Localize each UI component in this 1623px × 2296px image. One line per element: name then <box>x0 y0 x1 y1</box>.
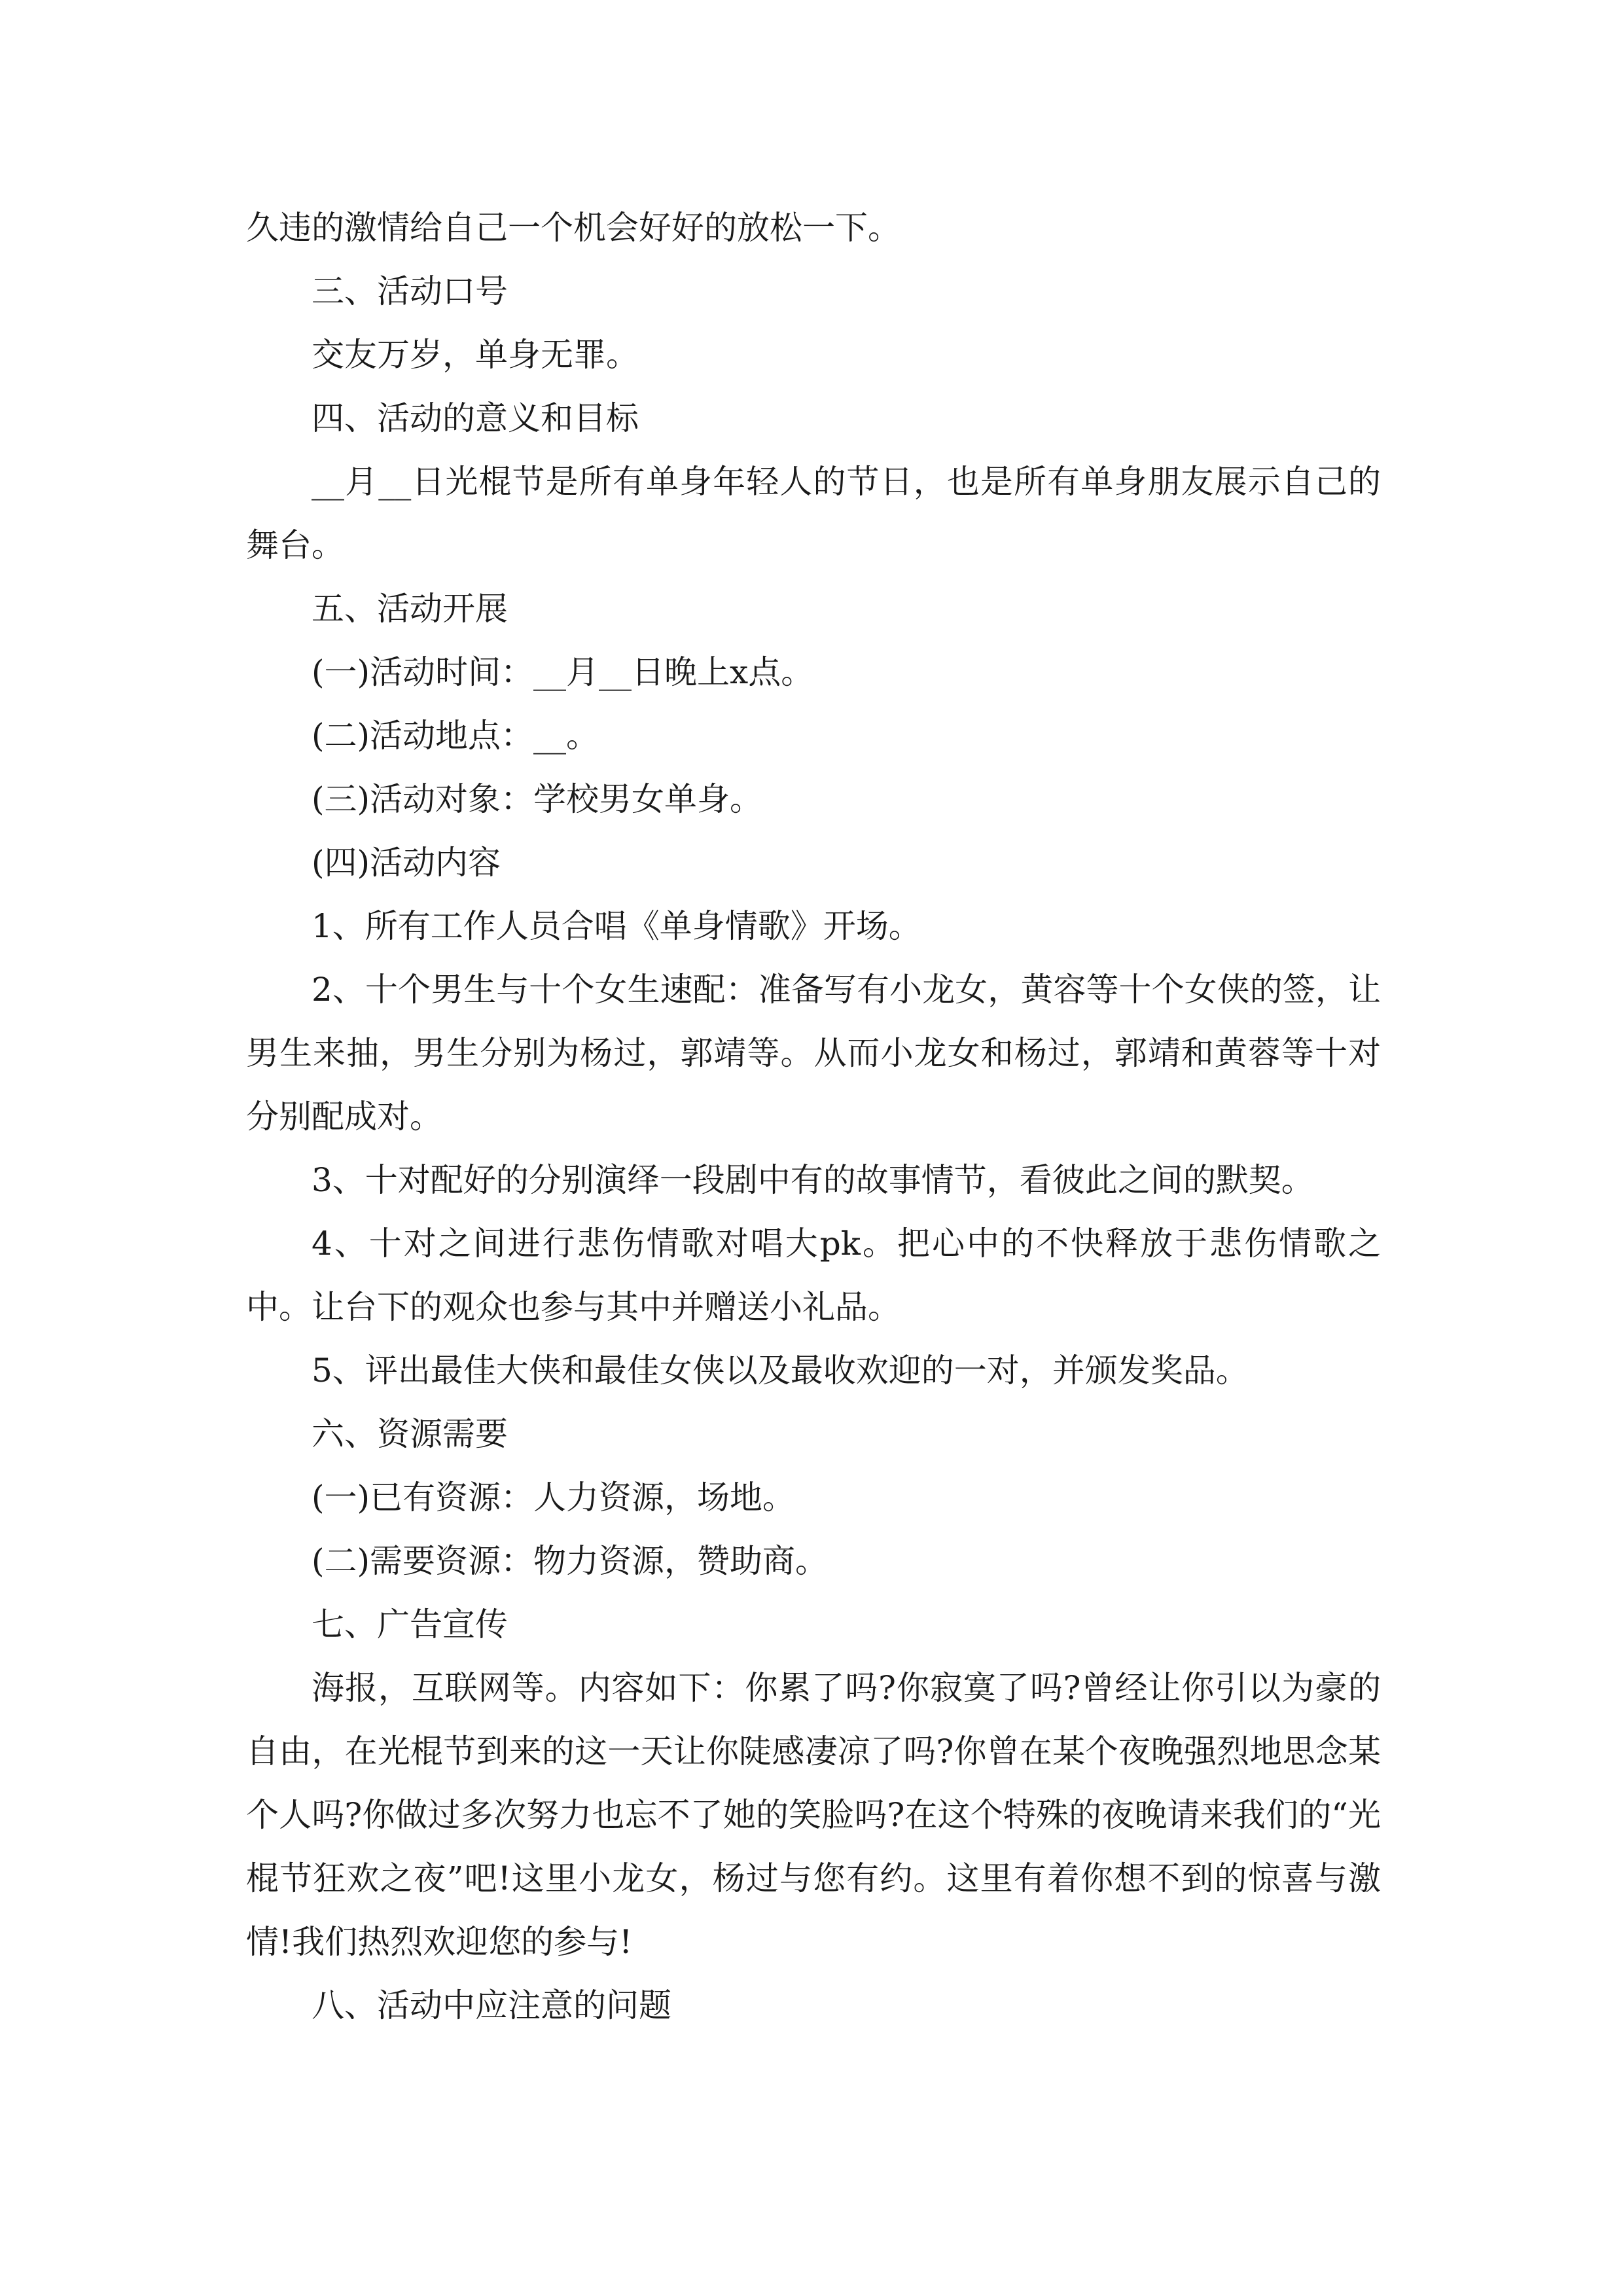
paragraph-activity-location: (二)活动地点：__。 <box>312 717 599 755</box>
section-heading-precautions: 八、活动中应注意的问题 <box>312 1986 671 2024</box>
document-page <box>246 196 1381 2037</box>
list-item-3: 3、十对配好的分别演绎一段剧中有的故事情节，看彼此之间的默契。 <box>312 1161 1314 1199</box>
paragraph-activity-time: (一)活动时间：__月__日晚上x点。 <box>312 653 814 691</box>
paragraph-significance: __月__日光棍节是所有单身年轻人的节日，也是所有单身朋友展示自己的舞台。 <box>246 463 1381 564</box>
section-heading-resources: 六、资源需要 <box>312 1415 508 1453</box>
paragraph-slogan: 交友万岁，单身无罪。 <box>312 336 639 374</box>
paragraph-activity-content-title: (四)活动内容 <box>312 844 501 882</box>
list-item-4: 4、十对之间进行悲伤情歌对唱大pk。把心中的不快释放于悲伤情歌之中。让台下的观众也参与其中并赠送小礼品。 <box>246 1225 1381 1326</box>
section-heading-advertising: 七、广告宣传 <box>312 1605 508 1643</box>
paragraph-continuation: 久违的激情给自己一个机会好好的放松一下。 <box>246 209 901 247</box>
section-heading-significance: 四、活动的意义和目标 <box>312 399 639 437</box>
paragraph-existing-resources: (一)已有资源：人力资源，场地。 <box>312 1479 796 1516</box>
list-item-1: 1、所有工作人员合唱《单身情歌》开场。 <box>312 907 921 945</box>
paragraph-needed-resources: (二)需要资源：物力资源，赞助商。 <box>312 1542 829 1580</box>
paragraph-advertising: 海报，互联网等。内容如下：你累了吗?你寂寞了吗?曾经让你引以为豪的自由，在光棍节到来的这一天让你陡感凄凉了吗?你曾在某个夜晚强烈地思念某个人吗?你做过多次努力也忘不了她的笑脸吗?在这个特殊的夜晚请来我们的“光棍节狂欢之夜”吧!这里小龙女，杨过与您有约。这里有着你想不到的惊喜与激情!我们热烈欢迎您的参与! <box>246 1669 1381 1961</box>
section-heading-activities: 五、活动开展 <box>312 590 508 628</box>
list-item-2: 2、十个男生与十个女生速配：准备写有小龙女，黄容等十个女侠的签，让男生来抽，男生分别为杨过，郭靖等。从而小龙女和杨过，郭靖和黄蓉等十对分别配成对。 <box>246 971 1381 1136</box>
paragraph-activity-audience: (三)活动对象：学校男女单身。 <box>312 780 763 818</box>
list-item-5: 5、评出最佳大侠和最佳女侠以及最收欢迎的一对，并颁发奖品。 <box>312 1352 1249 1390</box>
section-heading-slogan: 三、活动口号 <box>312 272 508 310</box>
